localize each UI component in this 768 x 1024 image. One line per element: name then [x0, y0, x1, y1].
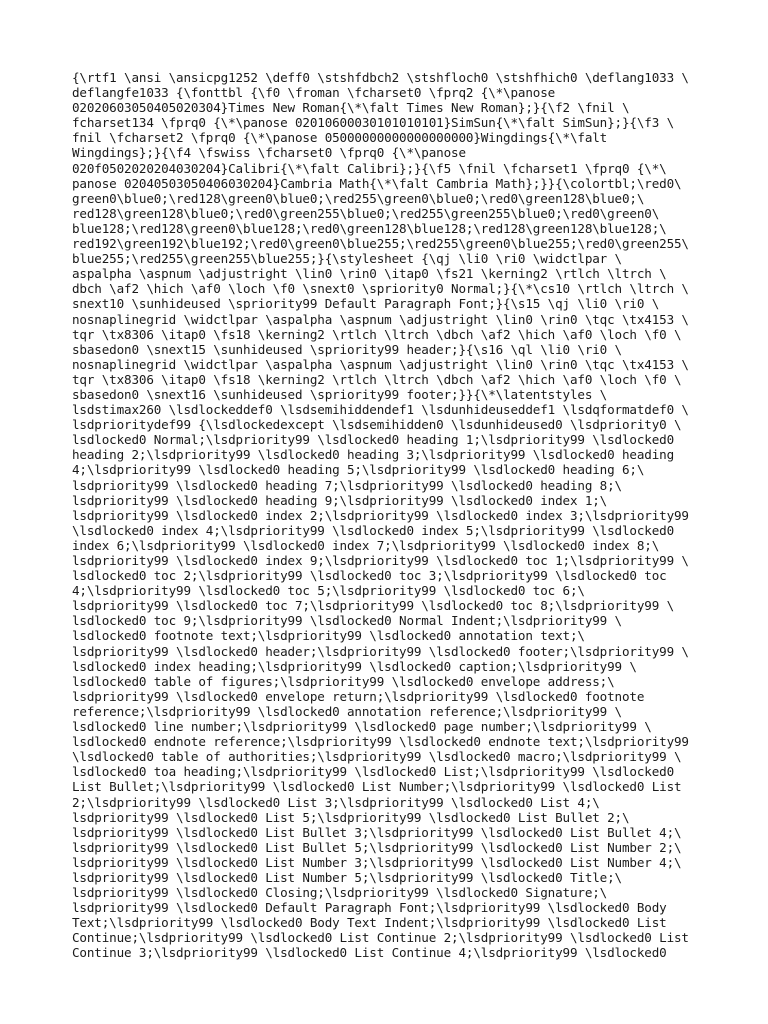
text-line: lsdpriority99 \lsdlocked0 Closing;\lsdpriority99 \lsdlocked0 Signature;\ — [72, 885, 608, 901]
text-line: lsdstimax260 \lsdlockeddef0 \lsdsemihiddendef1 \lsdunhideuseddef1 \lsdqformatdef0 \ — [72, 402, 689, 418]
text-line: red192\green192\blue192;\red0\green0\blue255;\red255\green0\blue255;\red0\green255\ — [72, 236, 689, 252]
text-line: lsdlocked0 table of figures;\lsdpriority99 \lsdlocked0 envelope address;\ — [72, 673, 615, 689]
text-line: lsdlocked0 footnote text;\lsdpriority99 \lsdlocked0 annotation text;\ — [72, 628, 585, 644]
text-line: red128\green128\blue0;\red0\green255\blue0;\red255\green255\blue0;\red0\green0\ — [72, 205, 660, 221]
text-line: lsdlocked0 Normal;\lsdpriority99 \lsdlocked0 heading 1;\lsdpriority99 \lsdlocked0 — [72, 432, 674, 448]
text-line: index 6;\lsdpriority99 \lsdlocked0 index 7;\lsdpriority99 \lsdlocked0 index 8;\ — [72, 537, 660, 553]
text-line: 4;\lsdpriority99 \lsdlocked0 heading 5;\lsdpriority99 \lsdlocked0 heading 6;\ — [72, 462, 645, 478]
text-line: nosnaplinegrid \widctlpar \aspalpha \aspnum \adjustright \lin0 \rin0 \tqc \tx4153 \ — [72, 356, 689, 372]
text-line: 02020603050405020304}Times New Roman{\*\falt Times New Roman};}{\f2 \fnil \ — [72, 100, 630, 116]
text-line: lsdpriority99 \lsdlocked0 toc 7;\lsdpriority99 \lsdlocked0 toc 8;\lsdpriority99 \ — [72, 598, 674, 614]
text-line: lsdprioritydef99 {\lsdlockedexcept \lsdsemihidden0 \lsdunhideused0 \lsdpriority0 \ — [72, 417, 682, 433]
text-line: lsdpriority99 \lsdlocked0 List Bullet 5;\lsdpriority99 \lsdlocked0 List Number 2;\ — [72, 839, 682, 855]
text-line: green0\blue0;\red128\green0\blue0;\red255\green0\blue0;\red0\green128\blue0;\ — [72, 190, 645, 206]
text-line: {\rtf1 \ansi \ansicpg1252 \deff0 \stshfdbch2 \stshfloch0 \stshfhich0 \deflang1033 \ — [72, 70, 689, 85]
text-line: Continue;\lsdpriority99 \lsdlocked0 List Continue 2;\lsdpriority99 \lsdlocked0 List — [72, 930, 689, 946]
text-line: \lsdlocked0 index 4;\lsdpriority99 \lsdlocked0 index 5;\lsdpriority99 \lsdlocked0 — [72, 522, 674, 538]
text-line: lsdpriority99 \lsdlocked0 List Number 5;\lsdpriority99 \lsdlocked0 Title;\ — [72, 869, 622, 885]
text-line: lsdpriority99 \lsdlocked0 index 2;\lsdpriority99 \lsdlocked0 index 3;\lsdpriority99 — [72, 507, 689, 523]
text-line: snext10 \sunhideused \spriority99 Default Paragraph Font;}{\s15 \qj \li0 \ri0 \ — [72, 296, 660, 312]
text-line: 4;\lsdpriority99 \lsdlocked0 toc 5;\lsdpriority99 \lsdlocked0 toc 6;\ — [72, 583, 585, 599]
text-line: lsdlocked0 toc 9;\lsdpriority99 \lsdlocked0 Normal Indent;\lsdpriority99 \ — [72, 613, 622, 629]
text-line: tqr \tx8306 \itap0 \fs18 \kerning2 \rtlch \ltrch \dbch \af2 \hich \af0 \loch \f0 \ — [72, 371, 682, 387]
text-line: blue128;\red128\green0\blue128;\red0\green128\blue128;\red128\green128\blue128;\ — [72, 220, 667, 236]
text-line: lsdpriority99 \lsdlocked0 List Number 3;\lsdpriority99 \lsdlocked0 List Number 4;\ — [72, 854, 682, 870]
text-line: Text;\lsdpriority99 \lsdlocked0 Body Text Indent;\lsdpriority99 \lsdlocked0 List — [72, 915, 667, 931]
text-line: lsdpriority99 \lsdlocked0 envelope return;\lsdpriority99 \lsdlocked0 footnote — [72, 688, 645, 704]
rtf-source-text — [72, 70, 702, 961]
text-line: deflangfe1033 {\fonttbl {\f0 \froman \fcharset0 \fprq2 {\*\panose — [72, 85, 556, 101]
text-line: tqr \tx8306 \itap0 \fs18 \kerning2 \rtlch \ltrch \dbch \af2 \hich \af0 \loch \f0 \ — [72, 326, 682, 342]
text-line: fnil \fcharset2 \fprq0 {\*\panose 05000000000000000000}Wingdings{\*\falt — [72, 130, 608, 146]
text-line: lsdlocked0 line number;\lsdpriority99 \lsdlocked0 page number;\lsdpriority99 \ — [72, 719, 652, 735]
text-line: lsdlocked0 endnote reference;\lsdpriority99 \lsdlocked0 endnote text;\lsdpriority99 — [72, 734, 689, 750]
text-line: sbasedon0 \snext16 \sunhideused \spriority99 footer;}}{\*\latentstyles \ — [72, 386, 608, 402]
text-line: panose 02040503050406030204}Cambria Math{\*\falt Cambria Math};}}{\colortbl;\red0\ — [72, 175, 682, 191]
text-line: Continue 3;\lsdpriority99 \lsdlocked0 List Continue 4;\lsdpriority99 \lsdlocked0 — [72, 945, 667, 961]
text-line: fcharset134 \fprq0 {\*\panose 02010600030101010101}SimSun{\*\falt SimSun};}{\f3 \ — [72, 115, 674, 131]
text-line: dbch \af2 \hich \af0 \loch \f0 \snext0 \spriority0 Normal;}{\*\cs10 \rtlch \ltrch \ — [72, 281, 689, 297]
text-line: lsdpriority99 \lsdlocked0 index 9;\lsdpriority99 \lsdlocked0 toc 1;\lsdpriority99 \ — [72, 553, 689, 568]
text-line: lsdlocked0 toc 2;\lsdpriority99 \lsdlocked0 toc 3;\lsdpriority99 \lsdlocked0 toc — [72, 568, 667, 584]
text-line: heading 2;\lsdpriority99 \lsdlocked0 heading 3;\lsdpriority99 \lsdlocked0 heading — [72, 447, 674, 463]
text-line: List Bullet;\lsdpriority99 \lsdlocked0 List Number;\lsdpriority99 \lsdlocked0 List — [72, 779, 682, 795]
text-line: sbasedon0 \snext15 \sunhideused \spriority99 header;}{\s16 \ql \li0 \ri0 \ — [72, 341, 622, 357]
text-line: reference;\lsdpriority99 \lsdlocked0 annotation reference;\lsdpriority99 \ — [72, 703, 622, 719]
text-line: lsdpriority99 \lsdlocked0 header;\lsdpriority99 \lsdlocked0 footer;\lsdpriority99 \ — [72, 643, 689, 659]
text-line: Wingdings};}{\f4 \fswiss \fcharset0 \fprq0 {\*\panose — [72, 145, 466, 161]
text-line: lsdlocked0 toa heading;\lsdpriority99 \lsdlocked0 List;\lsdpriority99 \lsdlocked0 — [72, 764, 674, 780]
text-line: blue255;\red255\green255\blue255;}{\stylesheet {\qj \li0 \ri0 \widctlpar \ — [72, 251, 622, 267]
text-line: nosnaplinegrid \widctlpar \aspalpha \aspnum \adjustright \lin0 \rin0 \tqc \tx4153 \ — [72, 311, 689, 327]
text-line: lsdpriority99 \lsdlocked0 heading 7;\lsdpriority99 \lsdlocked0 heading 8;\ — [72, 477, 622, 493]
text-line: 020f0502020204030204}Calibri{\*\falt Calibri};}{\f5 \fnil \fcharset1 \fprq0 {\*\ — [72, 160, 667, 176]
text-line: \lsdlocked0 table of authorities;\lsdpriority99 \lsdlocked0 macro;\lsdpriority99 \ — [72, 749, 682, 765]
text-line: 2;\lsdpriority99 \lsdlocked0 List 3;\lsdpriority99 \lsdlocked0 List 4;\ — [72, 794, 600, 810]
text-line: lsdpriority99 \lsdlocked0 Default Paragraph Font;\lsdpriority99 \lsdlocked0 Body — [72, 900, 667, 916]
text-line: lsdpriority99 \lsdlocked0 List 5;\lsdpriority99 \lsdlocked0 List Bullet 2;\ — [72, 809, 630, 825]
text-line: lsdpriority99 \lsdlocked0 List Bullet 3;\lsdpriority99 \lsdlocked0 List Bullet 4;\ — [72, 824, 682, 840]
text-line: aspalpha \aspnum \adjustright \lin0 \rin0 \itap0 \fs21 \kerning2 \rtlch \ltrch \ — [72, 266, 667, 282]
text-line: lsdpriority99 \lsdlocked0 heading 9;\lsdpriority99 \lsdlocked0 index 1;\ — [72, 492, 608, 508]
text-line: lsdlocked0 index heading;\lsdpriority99 \lsdlocked0 caption;\lsdpriority99 \ — [72, 658, 637, 674]
